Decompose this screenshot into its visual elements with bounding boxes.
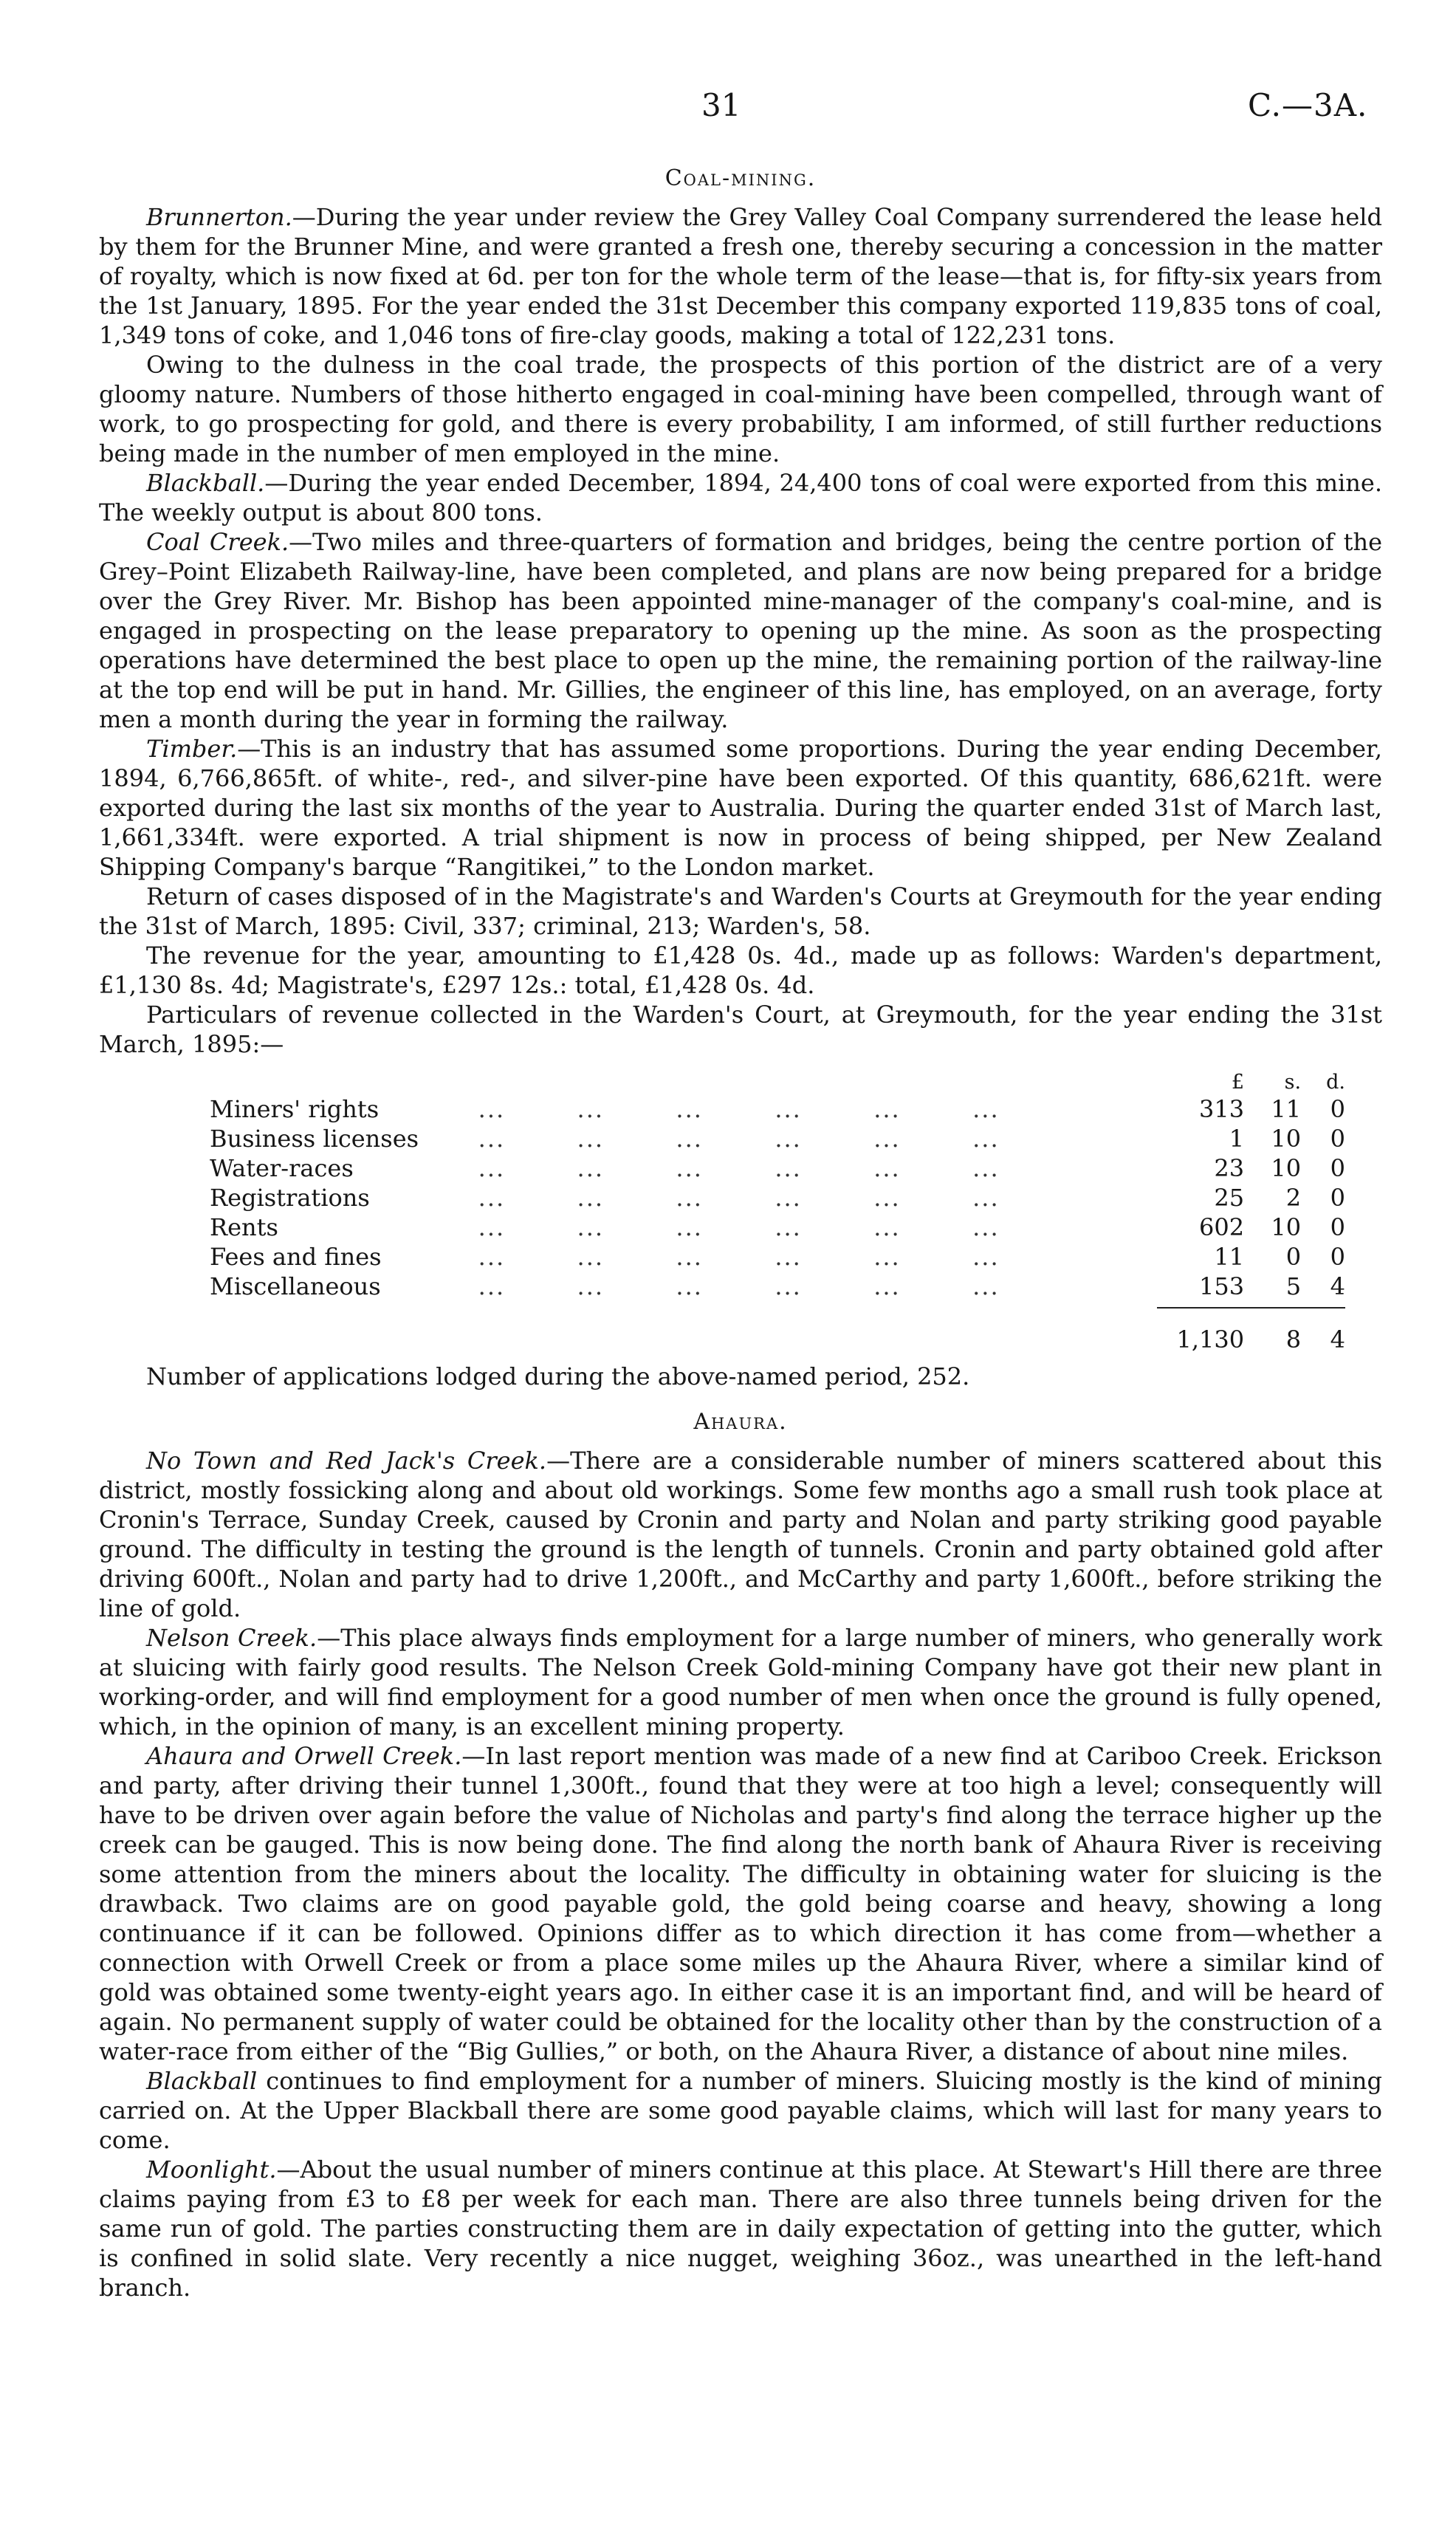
revenue-shillings: 11 — [1271, 1095, 1302, 1123]
revenue-shillings: 10 — [1271, 1213, 1302, 1241]
revenue-pounds: 313 — [1199, 1095, 1245, 1123]
revenue-pence: 0 — [1330, 1213, 1345, 1241]
revenue-item-label: Rents — [210, 1213, 278, 1241]
paragraph-lead: Brunnerton. — [146, 203, 292, 231]
paragraph-blackball-mining — [99, 2066, 1382, 2155]
paragraph-particulars-intro: Particulars of revenue collected in the Warden's Court, at Greymouth, for the year ending the 31st March, 1895:— — [99, 1001, 1382, 1058]
dot-leaders: ... ... ... ... ... ... — [478, 1095, 1000, 1123]
paragraph-coal-trade-dulness: Owing to the dulness in the coal trade, the prospects of this portion of the district are of a very gloomy nature. Numbers of those hitherto engaged in coal-mining have been compelled, through want of work, to go prospecting for gold, and there is every probability, I am informed, of still further reductions being made in the number of men employed in the mine. — [99, 351, 1382, 467]
dot-leaders: ... ... ... ... ... ... — [478, 1213, 1000, 1241]
revenue-pence: 0 — [1330, 1154, 1345, 1182]
revenue-units-row — [210, 1071, 1345, 1094]
paragraph-text: —In last report mention was made of a new find at Cariboo Creek. Erickson and party, after driving their tunnel 1,300ft., found that they were at too high a level; consequently will have to be driven over again before the value of Nicholas and party's find along the terrace higher up the creek can be gauged. This is now being done. The find along the north bank of Ahaura River is receiving some attention from the miners about the locality. The difficulty in obtaining water for sluicing is the drawback. Two claims are on good payable gold, the gold being coarse and heavy, showing a long continuance if it can be followed. Opinions differ as to which direction it has come from—whether a connection with Orwell Creek or from a place some miles up the Ahaura River, where a similar kind of gold was obtained some twenty-eight years ago. In either case it is an important find, and will be heard of again. No permanent supply of water could be obtained for the locality other than by the construction of a water-race from either of the “Big Gullies,” or both, on the Ahaura River, a distance of about nine miles. — [99, 1742, 1383, 2065]
dot-leaders: ... ... ... ... ... ... — [478, 1184, 1000, 1212]
revenue-shillings: 0 — [1285, 1243, 1302, 1271]
paragraph-text: —About the usual number of miners continue at this place. At Stewart's Hill there are three claims paying from £3 to £8 per week for each man. There are also three tunnels being driven for the same run of gold. The parties constructing them are in daily expectation of getting into the gutter, which is confined in solid slate. Very recently a nice nugget, weighing 36oz., was unearthed in the left-hand branch. — [99, 2155, 1382, 2302]
revenue-row — [210, 1242, 1345, 1272]
dot-leaders: ... ... ... ... ... ... — [478, 1125, 1000, 1153]
revenue-row — [210, 1124, 1345, 1153]
paragraph-lead: Timber. — [146, 735, 238, 763]
dot-leaders: ... ... ... ... ... ... — [478, 1154, 1000, 1182]
revenue-item-label: Miscellaneous — [210, 1272, 381, 1300]
revenue-pence: 0 — [1330, 1243, 1345, 1271]
dot-leaders: ... ... ... ... ... ... — [478, 1243, 1000, 1271]
revenue-row — [210, 1153, 1345, 1183]
revenue-pounds: 153 — [1199, 1272, 1245, 1300]
revenue-pounds: 11 — [1214, 1243, 1245, 1271]
paragraph-coal-creek — [99, 527, 1382, 734]
section-heading-ahaura: Ahaura. — [693, 1409, 788, 1435]
paragraph-lead: Blackball. — [146, 469, 265, 497]
revenue-shillings: 10 — [1271, 1125, 1302, 1153]
revenue-shillings: 5 — [1285, 1272, 1302, 1300]
revenue-item-label: Fees and fines — [210, 1243, 382, 1271]
total-shillings: 8 — [1285, 1325, 1302, 1354]
revenue-pounds: 23 — [1214, 1154, 1245, 1182]
revenue-pence: 4 — [1330, 1272, 1345, 1300]
total-pence: 4 — [1330, 1325, 1345, 1354]
revenue-pence: 0 — [1330, 1095, 1345, 1123]
revenue-shillings: 2 — [1285, 1184, 1302, 1212]
paragraph-moonlight — [99, 2155, 1382, 2302]
revenue-pence: 0 — [1330, 1125, 1345, 1153]
revenue-item-label: Business licenses — [210, 1125, 419, 1153]
revenue-item-label: Water-races — [210, 1154, 354, 1182]
paragraph-text: —During the year ended December, 1894, 24,400 tons of coal were exported from this mine. The weekly output is about 800 tons. — [99, 469, 1382, 527]
unit-pounds: £ — [1231, 1071, 1245, 1094]
paragraph-no-town — [99, 1446, 1382, 1623]
paragraph-lead: Ahaura and Orwell Creek. — [146, 1742, 462, 1770]
total-pounds: 1,130 — [1176, 1325, 1245, 1354]
unit-pence: d. — [1326, 1071, 1345, 1094]
paragraph-lead: Moonlight. — [146, 2155, 277, 2184]
revenue-total-row — [210, 1309, 1345, 1354]
revenue-item-label: Miners' rights — [210, 1095, 380, 1123]
revenue-item-label: Registrations — [210, 1184, 370, 1212]
revenue-pounds: 1 — [1229, 1125, 1245, 1153]
paragraph-text: —This is an industry that has assumed some proportions. During the year ending December, 1894, 6,766,865ft. of white-, red-, and silver-pine have been exported. Of this quantity, 686,621ft. were exported during the last six months of the year to Australia. During the quarter ended 31st of March last, 1,661,334ft. were exported. A trial shipment is now in process of being shipped, per New Zealand Shipping Company's barque “Rangitikei,” to the London market. — [99, 735, 1382, 881]
paragraph-applications: Number of applications lodged during the above-named period, 252. — [146, 1362, 970, 1390]
revenue-pounds: 25 — [1214, 1184, 1245, 1212]
paragraph-text: —There are a considerable number of miners scattered about this district, mostly fossicking along and about old workings. Some few months ago a small rush took place at Cronin's Terrace, Sunday Creek, caused by Cronin and party and Nolan and party striking good payable ground. The difficulty in testing the ground is the length of tunnels. Cronin and party obtained gold after driving 600ft., Nolan and party had to drive 1,200ft., and McCarthy and party 1,600ft., before striking the line of gold. — [99, 1447, 1383, 1622]
paragraph-timber — [99, 734, 1382, 882]
paragraph-nelson-creek — [99, 1623, 1382, 1741]
revenue-row — [210, 1183, 1345, 1213]
paragraph-lead: Blackball — [146, 2067, 258, 2095]
paragraph-lead: Nelson Creek. — [146, 1624, 317, 1652]
document-body — [99, 164, 1382, 2302]
total-rule-row — [210, 1301, 1345, 1309]
revenue-table — [210, 1071, 1345, 1354]
paragraph-cases: Return of cases disposed of in the Magistrate's and Warden's Courts at Greymouth for the year ending the 31st of March, 1895: Civil, 337; criminal, 213; Warden's, 58. — [99, 882, 1382, 940]
paragraph-text: —This place always finds employment for a large number of miners, who generally work at sluicing with fairly good results. The Nelson Creek Gold-mining Company have got their new plant in working-order, and will find employment for a good number of men when once the ground is fully opened, which, in the opinion of many, is an excellent mining property. — [99, 1624, 1383, 1740]
revenue-pounds: 602 — [1199, 1213, 1245, 1241]
document-code: C.—3A. — [1248, 87, 1368, 123]
paragraph-brunnerton — [99, 202, 1382, 350]
paragraph-ahaura-orwell — [99, 1741, 1382, 2066]
revenue-shillings: 10 — [1271, 1154, 1302, 1182]
revenue-table-body — [210, 1071, 1345, 1354]
paragraph-lead: No Town and Red Jack's Creek. — [146, 1447, 547, 1475]
revenue-row — [210, 1094, 1345, 1124]
section-heading-coal-mining: Coal-mining. — [665, 165, 817, 191]
revenue-row — [210, 1272, 1345, 1301]
dot-leaders: ... ... ... ... ... ... — [478, 1272, 1000, 1300]
revenue-row — [210, 1213, 1345, 1242]
paragraph-text: continues to find employment for a number of miners. Sluicing mostly is the kind of mining carried on. At the Upper Blackball there are some good payable claims, which will last for many years to come. — [99, 2067, 1382, 2154]
paragraph-revenue-summary: The revenue for the year, amounting to £1,428 0s. 4d., made up as follows: Warden's department, £1,130 8s. 4d; Magistrate's, £297 12s.: total, £1,428 0s. 4d. — [99, 942, 1382, 999]
paragraph-blackball-coal — [99, 468, 1382, 527]
revenue-pence: 0 — [1330, 1184, 1345, 1212]
paragraph-text: —During the year under review the Grey Valley Coal Company surrendered the lease held by them for the Brunner Mine, and were granted a fresh one, thereby securing a concession in the matter of royalty, which is now fixed at 6d. per ton for the whole term of the lease—that is, for fifty-six years from the 1st January, 1895. For the year ended the 31st December this company exported 119,835 tons of coal, 1,349 tons of coke, and 1,046 tons of fire-clay goods, making a total of 122,231 tons. — [99, 203, 1382, 349]
unit-shillings: s. — [1284, 1071, 1302, 1094]
page-number: 31 — [701, 87, 741, 123]
paragraph-lead: Coal Creek. — [146, 528, 289, 556]
page-header — [0, 87, 1456, 131]
paragraph-text: —Two miles and three-quarters of formation and bridges, being the centre portion of the Grey–Point Elizabeth Railway-line, have been completed, and plans are now being prepared for a bridge over the Grey River. Mr. Bishop has been appointed mine-manager of the company's coal-mine, and is engaged in prospecting on the lease preparatory to opening up the mine. As soon as the prospecting operations have determined the best place to open up the mine, the remaining portion of the railway-line at the top end will be put in hand. Mr. Gillies, the engineer of this line, has employed, on an average, forty men a month during the year in forming the railway. — [99, 528, 1383, 733]
